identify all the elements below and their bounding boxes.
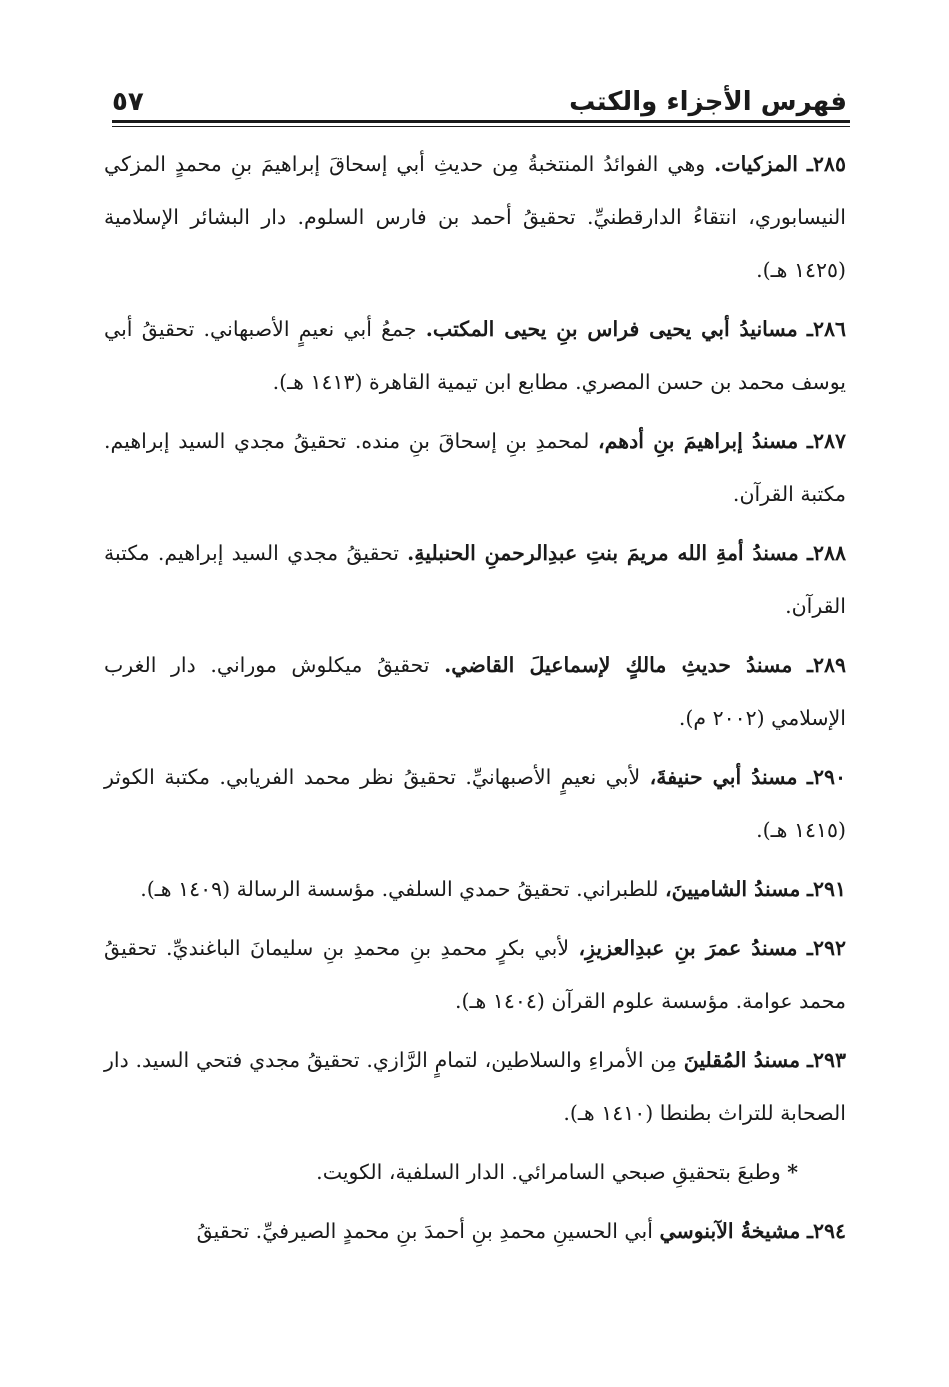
index-entry-288 xyxy=(104,527,846,633)
note-text: وطبعَ بتحقيقِ صبحي السامرائي. الدار السلفية، الكويت. xyxy=(316,1160,781,1184)
entry-text: للطبراني. تحقيقُ حمدي السلفي. مؤسسة الرسالة (١٤٠٩ هـ). xyxy=(140,877,659,901)
edition-note xyxy=(104,1146,846,1199)
entry-title: مسندُ عمرَ بنِ عبدِالعزيزِ، xyxy=(578,936,798,960)
entry-text: تحقيقُ مجدي السيد إبراهيم. مكتبة القرآن. xyxy=(104,541,846,618)
entry-text: لمحمدِ بنِ إسحاقَ بنِ منده. تحقيقُ مجدي السيد إبراهيم. مكتبة القرآن. xyxy=(104,429,846,506)
header-rule-thin xyxy=(112,126,850,127)
note-marker: * xyxy=(787,1160,798,1184)
index-entry-290 xyxy=(104,751,846,857)
entry-text: تحقيقُ ميكلوش موراني. دار الغرب الإسلامي (٢٠٠٢ م). xyxy=(104,653,846,730)
entry-text: مِن الأمراءِ والسلاطين، لتمامٍ الرَّازي. تحقيقُ مجدي فتحي السيد. دار الصحابة للتراث بطنطا (١٤١٠ هـ). xyxy=(104,1048,846,1125)
entry-text: لأبي نعيمٍ الأصبهانيِّ. تحقيقُ نظر محمد الفريابي. مكتبة الكوثر (١٤١٥ هـ). xyxy=(104,765,846,842)
index-entry-293 xyxy=(104,1034,846,1140)
index-entry-286 xyxy=(104,303,846,409)
entry-number: ٢٩٠ـ xyxy=(806,765,846,789)
entry-title: مسانيدُ أبي يحيى فراس بنِ يحيى المكتب. xyxy=(425,317,798,341)
running-title: فهرس الأجزاء والكتب xyxy=(569,87,847,117)
entry-number: ٢٨٦ـ xyxy=(806,317,846,341)
entry-number: ٢٩٢ـ xyxy=(806,936,846,960)
entry-text: جمعُ أبي نعيمٍ الأصبهاني. تحقيقُ أبي يوسف محمد بن حسن المصري. مطابع ابن تيمية القاهرة (١٤١٣ هـ). xyxy=(104,317,846,394)
header-rule-thick xyxy=(112,120,850,123)
index-entry-291 xyxy=(104,863,846,916)
index-entry-285 xyxy=(104,138,846,297)
page-header xyxy=(112,74,847,118)
index-entry-292 xyxy=(104,922,846,1028)
entry-number: ٢٨٩ـ xyxy=(806,653,846,677)
entry-text: لأبي بكرٍ محمدِ بنِ محمدِ بنِ سليمانَ الباغنديِّ. تحقيقُ محمد عوامة. مؤسسة علوم القرآن (١٤٠٤ هـ). xyxy=(104,936,846,1013)
entry-number: ٢٩٤ـ xyxy=(806,1219,846,1243)
entry-title: مسندُ الشاميينَ، xyxy=(665,877,801,901)
entry-title: مسندُ حديثِ مالكٍ لإسماعيلَ القاضي. xyxy=(444,653,793,677)
entry-title: مسندُ إبراهيمَ بنِ أدهم، xyxy=(598,429,799,453)
entry-number: ٢٩١ـ xyxy=(806,877,846,901)
index-entry-287 xyxy=(104,415,846,521)
index-entries xyxy=(104,138,846,1264)
entry-title: مسندُ المُقلينَ xyxy=(683,1048,801,1072)
entry-title: مسندُ أبي حنيفةَ، xyxy=(649,765,798,789)
entry-title: مسندُ أمةِ الله مريمَ بنتِ عبدِالرحمنِ الحنبليةِ. xyxy=(407,541,799,565)
page-number: ٥٧ xyxy=(112,87,144,117)
entry-number: ٢٩٣ـ xyxy=(806,1048,846,1072)
entry-text: وهي الفوائدُ المنتخبةُ مِن حديثِ أبي إسحاقَ إبراهيمَ بنِ محمدٍ المزكي النيسابوري، انتقاءُ الدارقطنيِّ. تحقيقُ أحمد بن فارس السلوم. دار البشائر الإسلامية (١٤٢٥ هـ). xyxy=(104,152,846,282)
entry-number: ٢٨٥ـ xyxy=(806,152,846,176)
entry-number: ٢٨٨ـ xyxy=(806,541,846,565)
index-entry-294 xyxy=(104,1205,846,1258)
entry-text: أبي الحسينِ محمدِ بنِ أحمدَ بنِ محمدٍ الصيرفيِّ. تحقيقُ xyxy=(196,1219,653,1243)
entry-title: مشيخةُ الآبنوسي xyxy=(659,1219,801,1243)
index-entry-289 xyxy=(104,639,846,745)
entry-title: المزكيات. xyxy=(714,152,798,176)
entry-number: ٢٨٧ـ xyxy=(806,429,846,453)
